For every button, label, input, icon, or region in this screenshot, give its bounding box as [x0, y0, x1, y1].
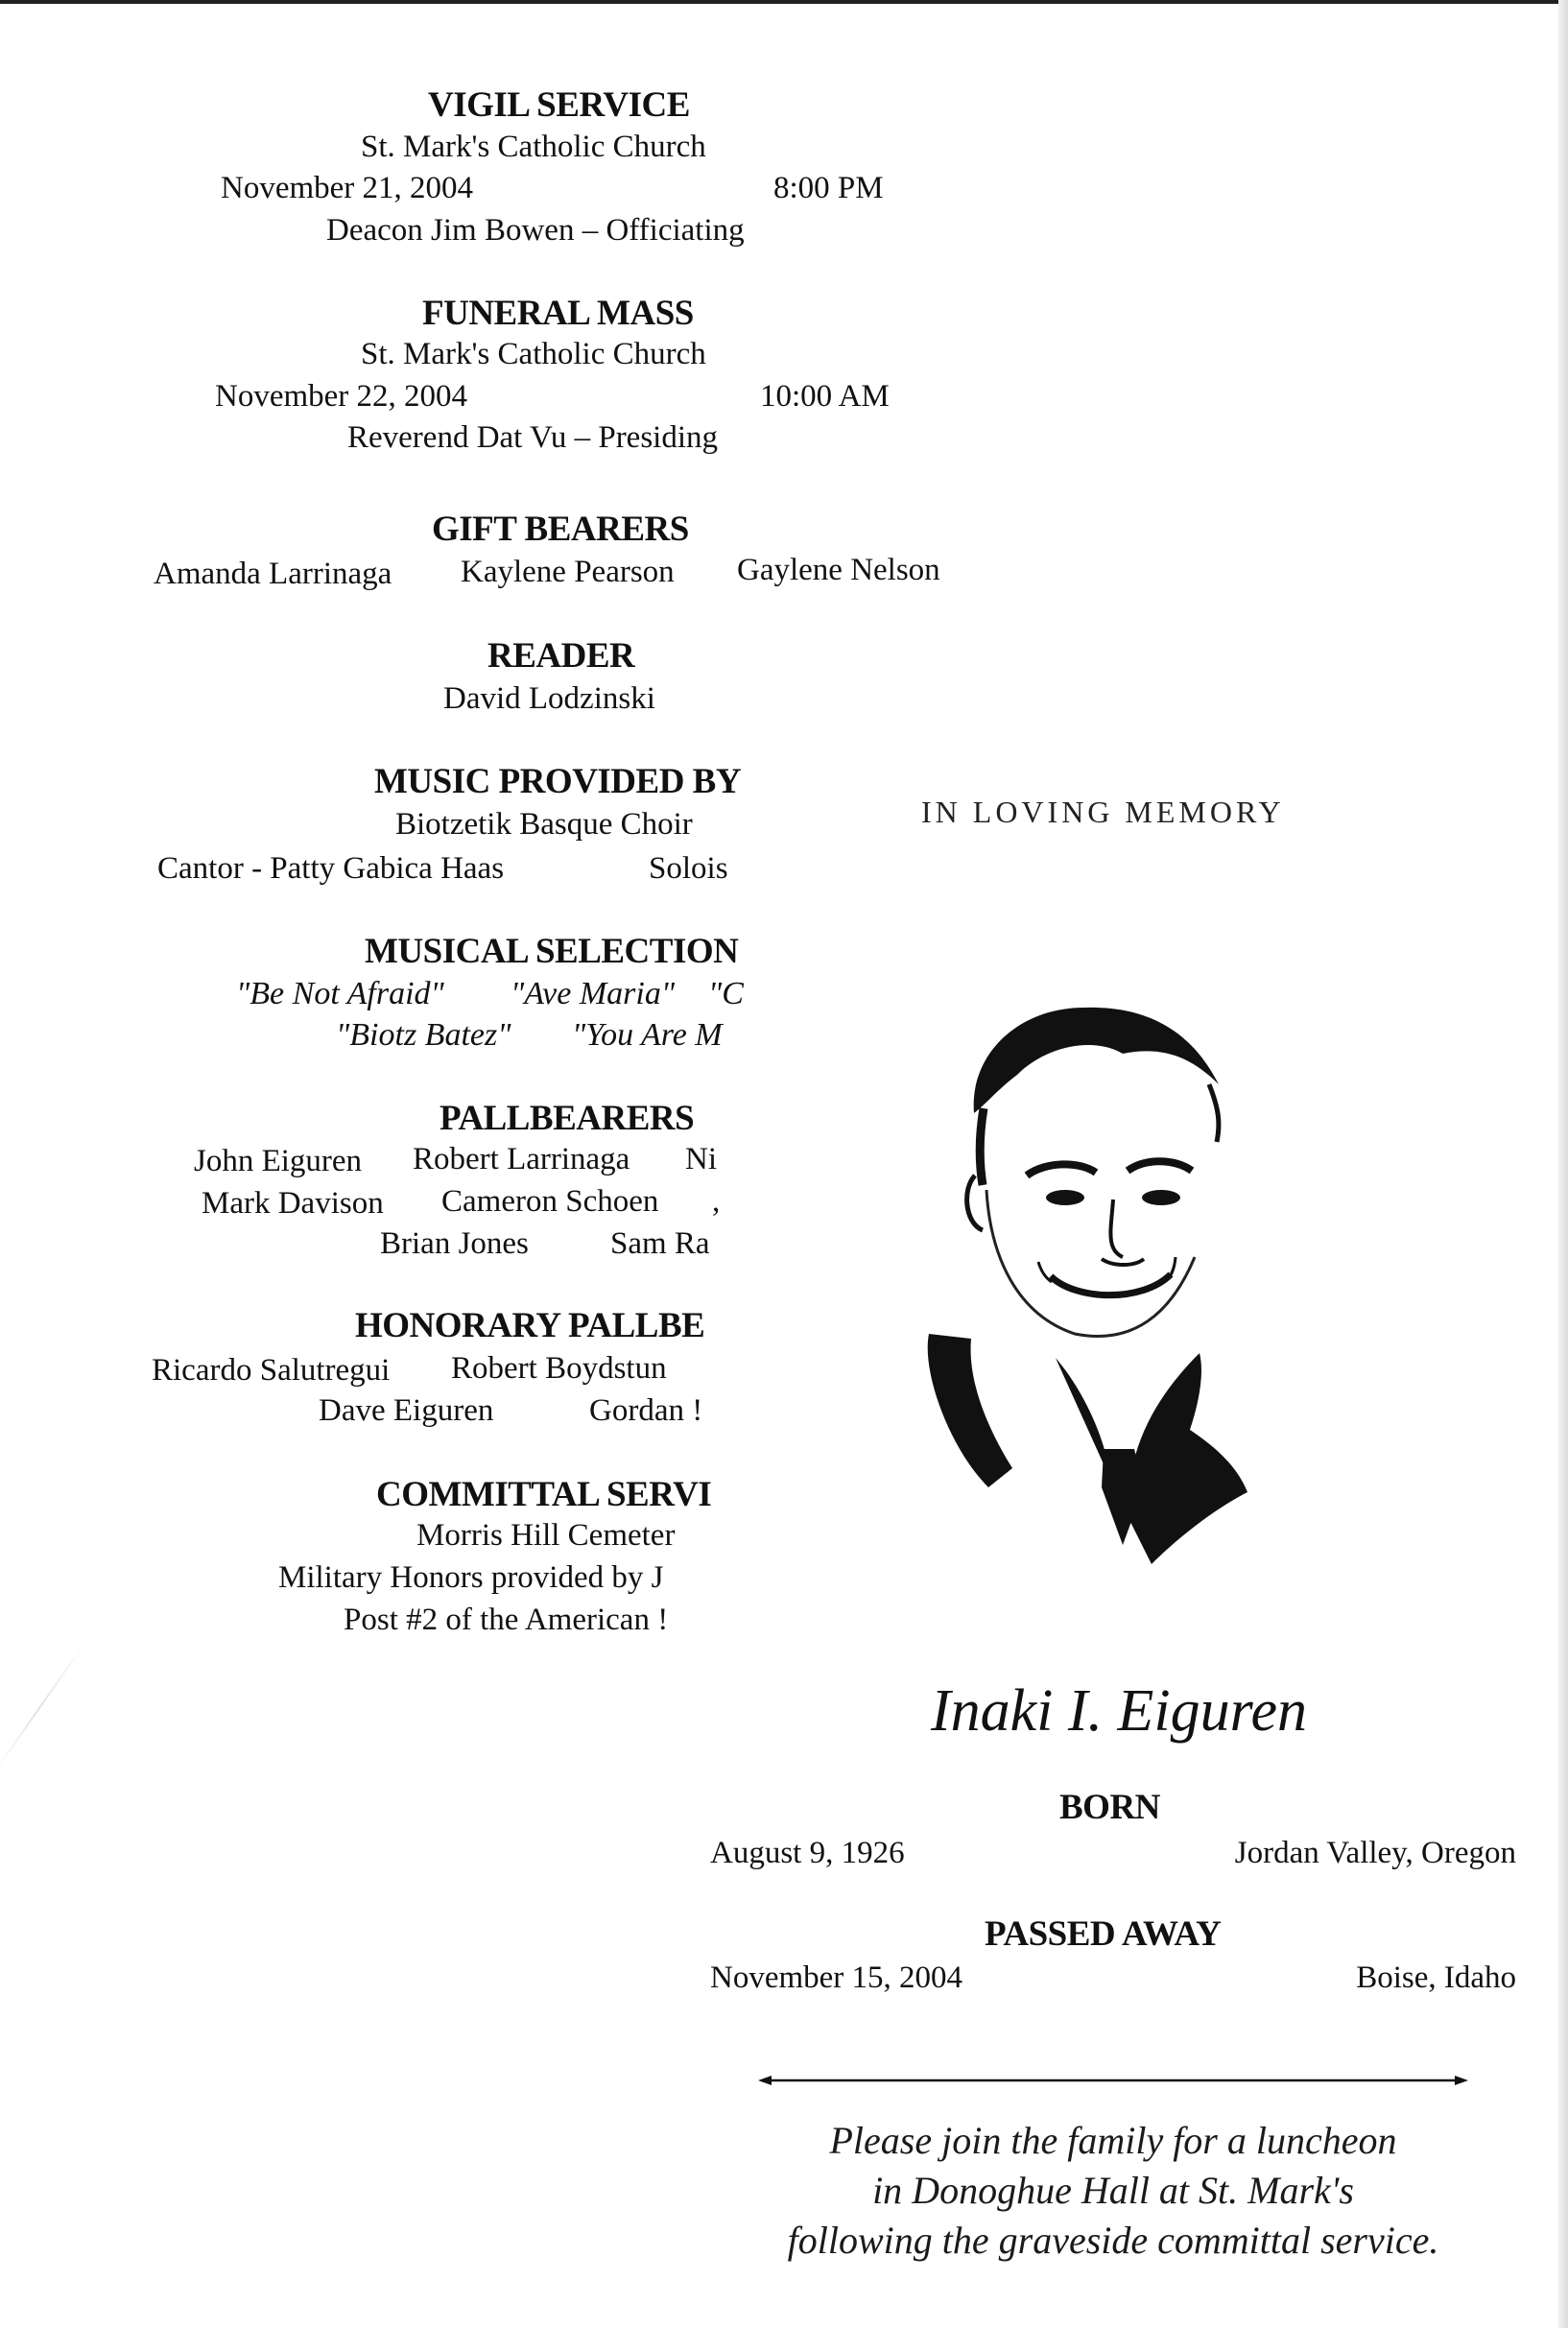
passed-date: November 15, 2004 — [710, 1960, 963, 1995]
pallbearer-name: John Eiguren — [194, 1144, 363, 1178]
selection-title: "You Are M — [572, 1017, 723, 1053]
luncheon-invitation — [729, 2116, 1497, 2266]
deceased-name: Inaki I. Eiguren — [931, 1678, 1307, 1744]
selection-title: "Biotz Batez" — [336, 1017, 511, 1053]
passed-away-label: PASSED AWAY — [985, 1914, 1222, 1954]
music-soloist: Solois — [649, 851, 728, 886]
mass-presider: Reverend Dat Vu – Presiding — [347, 420, 719, 455]
luncheon-line: Please join the family for a luncheon — [829, 2119, 1397, 2162]
mass-heading: FUNERAL MASS — [422, 294, 694, 333]
gift-bearers-heading: GIFT BEARERS — [432, 510, 689, 549]
selection-title: "Ave Maria" — [511, 976, 676, 1011]
luncheon-line: in Donoghue Hall at St. Mark's — [872, 2169, 1354, 2212]
born-date: August 9, 1926 — [710, 1836, 905, 1870]
committal-heading: COMMITTAL SERVI — [376, 1475, 712, 1514]
mass-location: St. Mark's Catholic Church — [361, 337, 706, 371]
gift-bearer-name: Kaylene Pearson — [461, 555, 675, 589]
portrait-photo — [883, 969, 1286, 1593]
ornamental-divider — [758, 2071, 1468, 2090]
selection-title: "C — [708, 976, 744, 1011]
born-label: BORN — [1059, 1788, 1160, 1827]
selection-title: "Be Not Afraid" — [236, 976, 444, 1011]
committal-honors: Military Honors provided by J — [278, 1560, 664, 1595]
gift-bearer-name: Amanda Larrinaga — [154, 557, 392, 591]
passed-place: Boise, Idaho — [1356, 1960, 1516, 1995]
music-choir: Biotzetik Basque Choir — [395, 807, 693, 842]
pallbearers-heading: PALLBEARERS — [440, 1099, 695, 1138]
pallbearer-name: Ni — [685, 1142, 717, 1176]
pallbearer-name: Cameron Schoen — [441, 1184, 659, 1219]
pallbearer-name: Mark Davison — [202, 1186, 384, 1221]
mass-time: 10:00 AM — [760, 379, 890, 414]
reader-heading: READER — [487, 636, 635, 676]
vigil-heading: VIGIL SERVICE — [428, 85, 690, 125]
top-border — [0, 0, 1568, 4]
vigil-location: St. Mark's Catholic Church — [361, 130, 706, 164]
committal-post: Post #2 of the American ! — [344, 1603, 669, 1637]
gift-bearer-name: Gaylene Nelson — [737, 553, 940, 587]
pallbearer-name: Brian Jones — [380, 1226, 529, 1261]
reader-name: David Lodzinski — [443, 681, 655, 716]
pallbearer-name: Robert Larrinaga — [413, 1142, 630, 1176]
honorary-name: Gordan ! — [589, 1393, 703, 1428]
committal-cemetery: Morris Hill Cemeter — [416, 1518, 676, 1553]
vigil-officiant: Deacon Jim Bowen – Officiating — [326, 213, 745, 248]
paper-mark — [0, 1645, 84, 1771]
luncheon-line: following the graveside committal service. — [787, 2219, 1439, 2262]
honorary-name: Dave Eiguren — [319, 1393, 494, 1428]
pallbearer-name: , — [712, 1184, 721, 1219]
vigil-date: November 21, 2004 — [221, 171, 474, 205]
memory-title: IN LOVING MEMORY — [921, 795, 1285, 829]
music-cantor: Cantor - Patty Gabica Haas — [157, 851, 505, 886]
page-edge-shadow — [1558, 0, 1568, 2328]
born-place: Jordan Valley, Oregon — [1234, 1836, 1516, 1870]
mass-date: November 22, 2004 — [215, 379, 468, 414]
honorary-name: Robert Boydstun — [451, 1351, 667, 1386]
music-heading: MUSIC PROVIDED BY — [374, 762, 742, 801]
selections-heading: MUSICAL SELECTION — [365, 932, 739, 971]
honorary-heading: HONORARY PALLBE — [355, 1306, 705, 1345]
pallbearer-name: Sam Ra — [610, 1226, 710, 1261]
vigil-time: 8:00 PM — [773, 171, 884, 205]
honorary-name: Ricardo Salutregui — [152, 1353, 391, 1388]
